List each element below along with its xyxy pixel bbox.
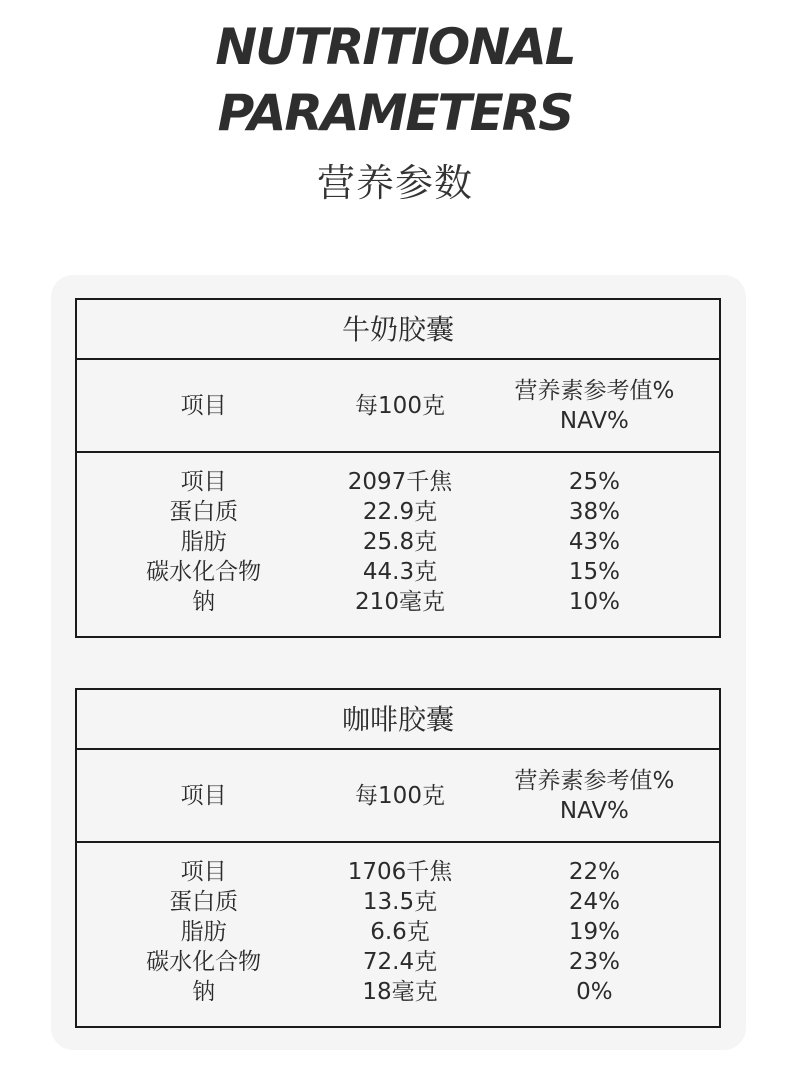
table-header-row [77,750,719,843]
table-body [77,453,719,617]
table-title: 咖啡胶囊 [77,690,719,750]
cell-item: 项目 [180,859,227,885]
cell-item: 项目 [180,469,227,495]
header-per-100g: 每100克 [355,392,445,419]
header-item: 项目 [180,782,227,809]
table-body [77,843,719,1007]
nrv-column [470,467,719,617]
cell-per-100g: 44.3克 [362,559,438,585]
cell-item: 钠 [192,589,216,615]
cell-per-100g: 210毫克 [355,589,445,615]
cell-per-100g: 6.6克 [370,919,430,945]
cell-per-100g: 72.4克 [362,949,438,975]
nrv-column [470,857,719,1007]
header-nrv: 营养素参考值% [514,377,675,404]
cell-per-100g: 22.9克 [362,499,438,525]
title-line-2: PARAMETERS [217,84,573,142]
cell-per-100g: 13.5克 [362,889,438,915]
header-nrv: 营养素参考值% [514,767,675,794]
header-nav: NAV% [559,797,629,824]
header-item: 项目 [180,392,227,419]
page-title-english [0,14,790,146]
per-100g-column [330,467,470,617]
cell-nrv: 15% [568,559,620,585]
cell-item: 脂肪 [180,919,227,945]
cell-nrv: 10% [568,589,620,615]
cell-per-100g: 1706千焦 [347,859,453,885]
cell-item: 碳水化合物 [146,559,262,585]
nutrition-panel [51,275,746,1050]
page-title-chinese: 营养参数 [316,161,473,205]
cell-nrv: 19% [568,919,620,945]
cell-nrv: 22% [568,859,620,885]
table-title: 牛奶胶囊 [77,300,719,360]
cell-nrv: 23% [568,949,620,975]
cell-nrv: 25% [568,469,620,495]
table-header-row [77,360,719,453]
item-column [77,857,330,1007]
cell-per-100g: 25.8克 [362,529,438,555]
header-per-100g: 每100克 [355,782,445,809]
cell-per-100g: 18毫克 [362,979,438,1005]
cell-item: 蛋白质 [169,499,239,525]
cell-per-100g: 2097千焦 [347,469,453,495]
per-100g-column [330,857,470,1007]
cell-nrv: 43% [568,529,620,555]
cell-item: 蛋白质 [169,889,239,915]
nutrition-table-milk [75,298,721,638]
cell-item: 脂肪 [180,529,227,555]
cell-item: 钠 [192,979,216,1005]
item-column [77,467,330,617]
title-line-1: NUTRITIONAL [215,18,575,76]
header-nav: NAV% [559,407,629,434]
cell-nrv: 38% [568,499,620,525]
cell-nrv: 24% [568,889,620,915]
nutrition-table-coffee [75,688,721,1028]
cell-nrv: 0% [576,979,613,1005]
cell-item: 碳水化合物 [146,949,262,975]
